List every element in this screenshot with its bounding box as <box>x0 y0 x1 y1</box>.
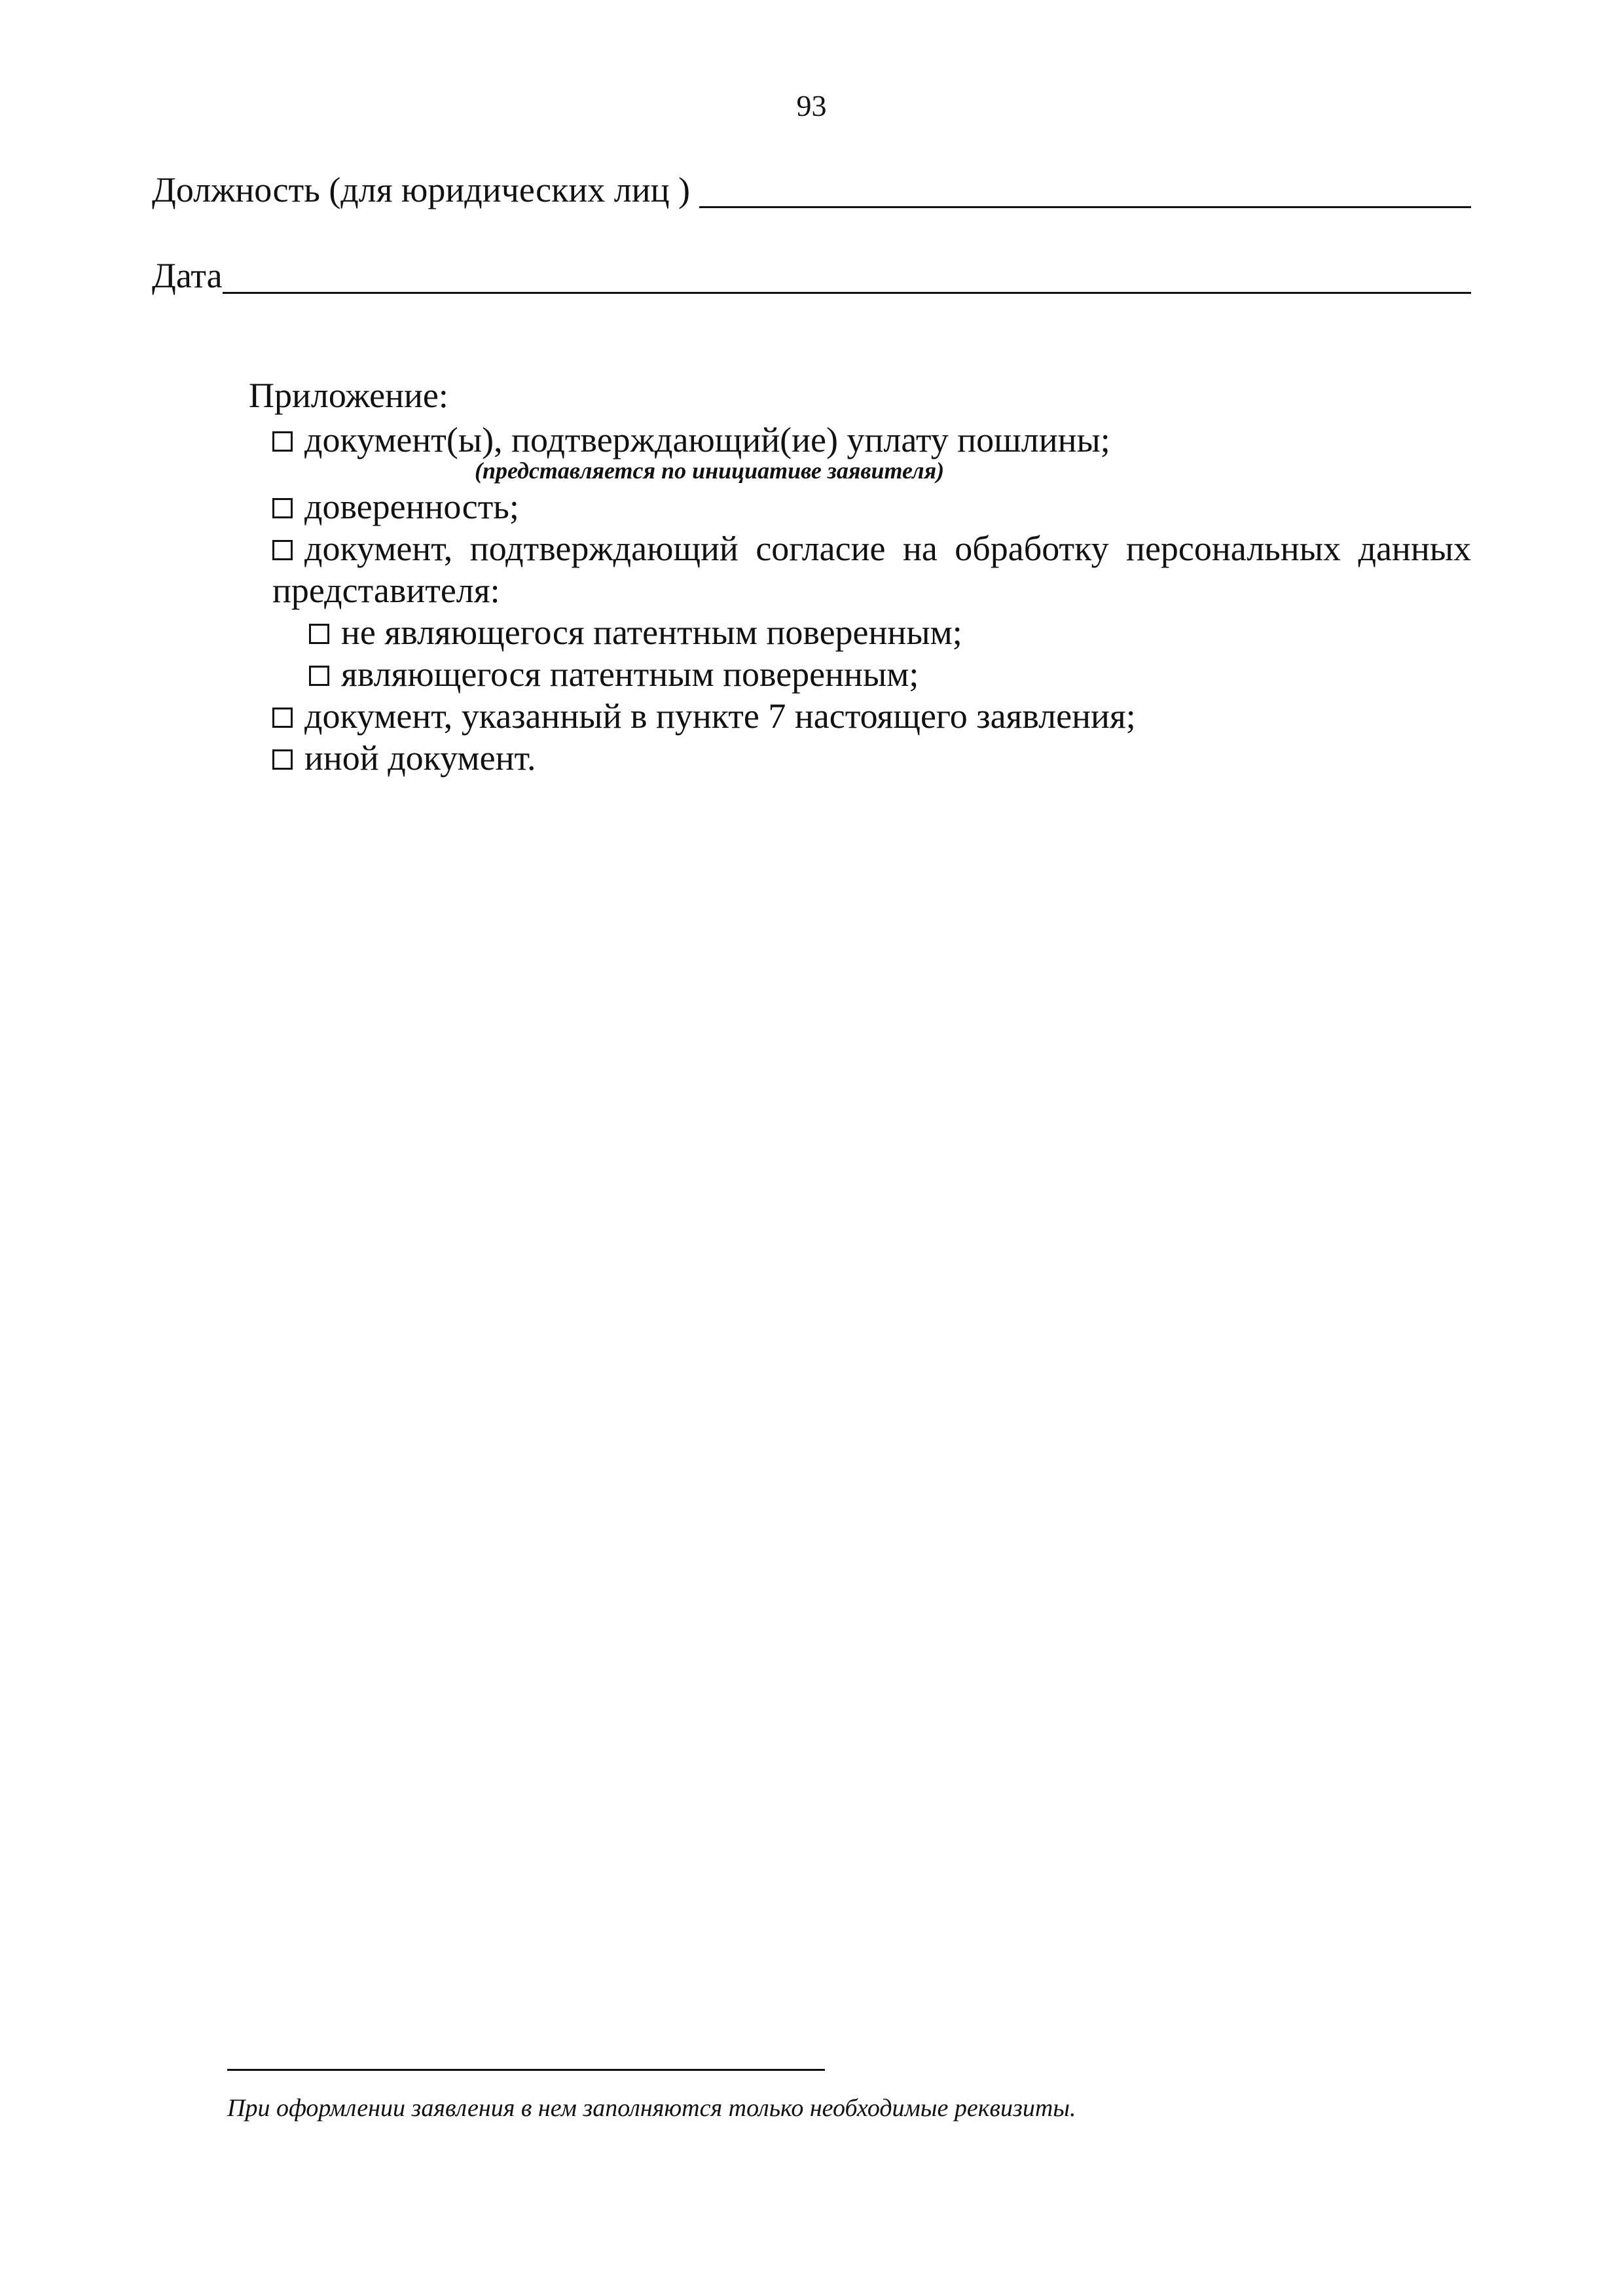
footnote-divider <box>227 2069 825 2071</box>
attachment-item-personal-data-consent <box>272 528 1471 569</box>
date-label: Дата <box>152 256 223 295</box>
checkbox-other-document[interactable] <box>272 749 293 770</box>
attachment-label: доверенность; <box>304 487 519 526</box>
attachment-label: документ(ы), подтверждающий(ие) уплату пошлины; <box>304 420 1110 459</box>
footnote-text: При оформлении заявления в нем заполняются только необходимые реквизиты. <box>227 2094 1076 2122</box>
attachment-subitem-not-patent-attorney <box>309 611 1471 653</box>
position-field <box>152 169 1471 211</box>
attachment-item-point-7-document <box>272 695 1471 737</box>
attachments-section <box>249 374 1471 779</box>
attachment-subitem-patent-attorney <box>309 653 1471 695</box>
date-field <box>152 255 1471 296</box>
attachment-label: не являющегося патентным поверенным; <box>341 613 962 652</box>
checkbox-power-of-attorney[interactable] <box>272 498 293 518</box>
date-input-line[interactable] <box>223 292 1471 294</box>
checkbox-fee-payment[interactable] <box>272 431 293 452</box>
attachment-item-other-document <box>272 737 1471 779</box>
position-label: Должность (для юридических лиц ) <box>152 170 690 209</box>
attachment-label: иной документ. <box>304 738 536 778</box>
attachment-continuation: представителя: <box>272 571 500 610</box>
attachment-label: являющегося патентным поверенным; <box>341 655 919 694</box>
checkbox-personal-data-consent[interactable] <box>272 540 293 560</box>
position-input-line[interactable] <box>699 206 1471 208</box>
attachment-note: (представляется по инициативе заявителя) <box>475 457 945 484</box>
checkbox-point-7-document[interactable] <box>272 708 293 728</box>
checkbox-not-patent-attorney[interactable] <box>309 624 329 644</box>
checkbox-patent-attorney[interactable] <box>309 666 329 686</box>
attachment-label: документ, подтверждающий согласие на обработку персональных данных <box>304 529 1471 568</box>
attachments-title: Приложение: <box>249 376 448 415</box>
attachment-label: документ, указанный в пункте 7 настоящего заявления; <box>304 696 1136 736</box>
attachment-item-fee-payment <box>272 419 1471 461</box>
attachment-item-power-of-attorney <box>272 486 1471 528</box>
page-number: 93 <box>796 89 827 122</box>
